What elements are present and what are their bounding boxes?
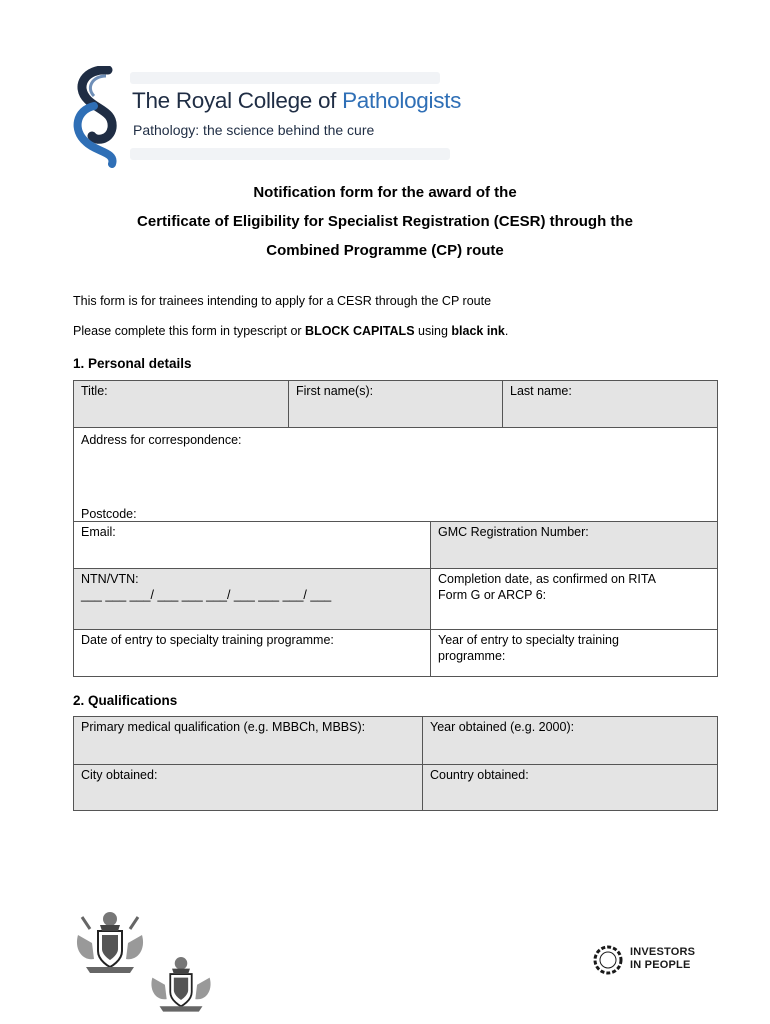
entry-year-label-line-1: Year of entry to specialty training [438,633,619,647]
intro-line-2: Please complete this form in typescript or BLOCK CAPITALS using black ink. [73,324,509,338]
completion-label-line-1: Completion date, as confirmed on RITA [438,572,656,586]
college-logo [70,66,462,168]
city-obtained-field[interactable] [73,764,423,811]
title-field[interactable] [73,380,289,428]
country-obtained-field[interactable] [422,764,718,811]
ntn-blanks: ___ ___ ___/ ___ ___ ___/ ___ ___ ___/ ___ [81,588,332,602]
gmc-label: GMC Registration Number: [438,525,589,539]
country-obtained-label: Country obtained: [430,768,529,782]
completion-label-line-2: Form G or ARCP 6: [438,588,547,602]
email-field[interactable] [73,521,431,569]
form-title-line-2: Certificate of Eligibility for Specialist Registration (CESR) through the [137,213,633,230]
primary-qualification-label: Primary medical qualification (e.g. MBBCh, MBBS): [81,720,366,734]
year-obtained-label: Year obtained (e.g. 2000): [430,720,575,734]
first-name-label: First name(s): [296,384,374,398]
college-name: The Royal College of Pathologists [132,88,462,113]
email-label: Email: [81,525,116,539]
address-label: Address for correspondence: [81,433,242,447]
form-title-line-3: Combined Programme (CP) route [266,242,504,259]
section-qualifications-heading: 2. Qualifications [73,693,178,708]
entry-date-label: Date of entry to specialty training programme: [81,633,334,647]
entry-date-field[interactable] [73,629,431,677]
title-label: Title: [81,384,108,398]
first-name-field[interactable] [288,380,503,428]
form-title-line-1: Notification form for the award of the [253,184,517,201]
year-obtained-field[interactable] [422,716,718,765]
section-personal-details-heading: 1. Personal details [73,356,192,371]
laurel-wreath-icon [590,942,626,978]
investors-in-people-text: INVESTORS IN PEOPLE [630,946,696,971]
address-field[interactable] [73,427,718,522]
investors-in-people-logo [590,942,700,978]
entry-year-field[interactable] [430,629,718,677]
watermark-text-top [130,72,440,84]
college-tagline: Pathology: the science behind the cure [133,122,375,138]
college-swash-icon [70,66,130,168]
city-obtained-label: City obtained: [81,768,158,782]
completion-date-field[interactable] [430,568,718,630]
entry-year-label-line-2: programme: [438,649,506,663]
ntn-vtn-field[interactable] [73,568,431,630]
ntn-label: NTN/VTN: [81,572,139,586]
gmc-number-field[interactable] [430,521,718,569]
last-name-field[interactable] [502,380,718,428]
primary-qualification-field[interactable] [73,716,423,765]
postcode-label: Postcode: [81,507,137,521]
coat-of-arms-icon [72,905,148,977]
last-name-label: Last name: [510,384,572,398]
intro-line-1: This form is for trainees intending to apply for a CESR through the CP route [73,294,492,308]
watermark-text-bottom [130,148,450,160]
coat-of-arms-icon-secondary [147,950,215,1016]
